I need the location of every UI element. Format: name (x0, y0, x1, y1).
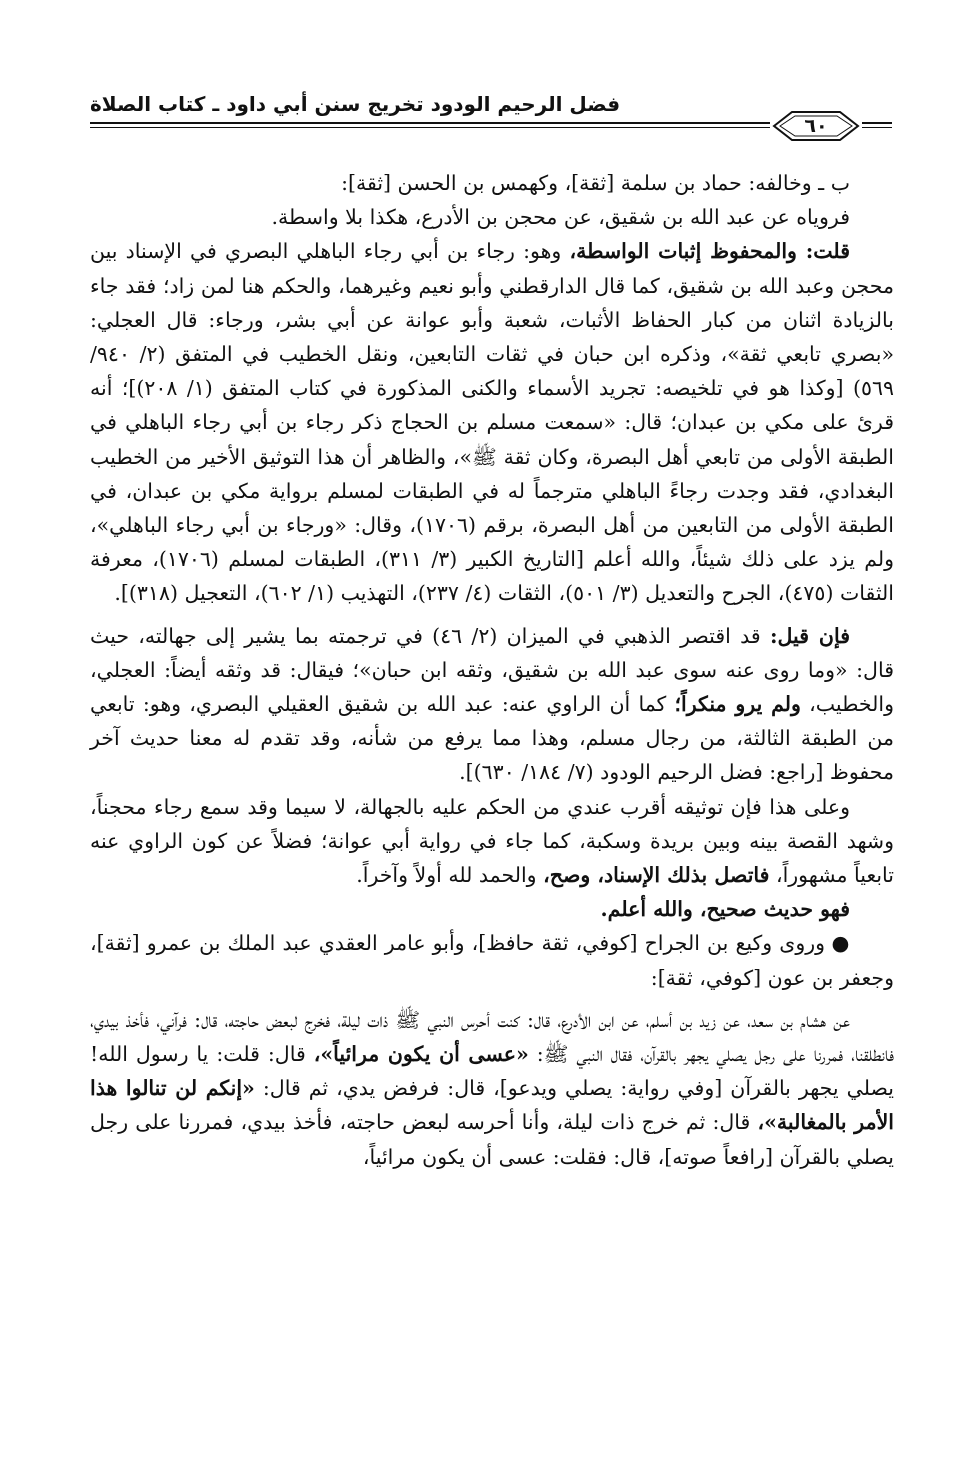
paragraph-5-text-b: والحمد لله أولاً وآخراً. (356, 863, 544, 888)
paragraph-4-text-a: قد اقتصر الذهبي في الميزان (٢/ ٤٦) في ترجمته بما يشير إلى جهالته، حيث قال: «وما روى عنه سوى عبد الله بن شقيق، وثقه ابن حبان»؛ فيقال: قد وثقه أيضاً: العجلي، والخطيب، (90, 623, 895, 717)
paragraph-8-bold-2: «إنكم لن تنالوا هذا الأمر بالمغالبة»، (90, 1076, 894, 1135)
page-number: ٦٠ (804, 115, 828, 137)
paragraph-1: ب ـ وخالفه: حماد بن سلمة [ثقة]، وكهمس بن الحسن [ثقة]: (341, 171, 850, 195)
paragraph-7-text: وروى وكيع بن الجراح [كوفي، ثقة حافظ]، وأبو عامر العقدي عبد الملك بن عمرو [ثقة]، وجعفر بن عون [كوفي، ثقة]: (90, 931, 894, 990)
paragraph-5 (90, 790, 894, 893)
paragraph-8-text-b: قال: قلت: يا رسول الله! يصلي يجهر بالقرآن [وفي رواية: يصلي ويدعو]، قال: فرفض يدي، ثم قال: (90, 1042, 894, 1101)
page-number-badge (770, 106, 862, 146)
header-rule (90, 122, 770, 124)
paragraph-3-lead: قلت: والمحفوظ إثبات الواسطة، (569, 239, 850, 264)
page-body (90, 166, 894, 1174)
bullet-icon: ● (831, 931, 850, 956)
paragraph-8 (90, 1003, 894, 1174)
header-rule-right (862, 122, 892, 124)
conclusion-text: فهو حديث صحيح، والله أعلم. (600, 897, 850, 922)
paragraph-4 (90, 619, 894, 790)
paragraph-8-bold-1: «عسى أن يكون مرائياً»، (313, 1042, 529, 1067)
paragraph-3-text: وهو: رجاء بن أبي رجاء الباهلي البصري في الإسناد بين محجن وعبد الله بن شقيق، كما قال الدارقطني وأبو نعيم وغيرهما، والحكم هنا لمن زاد؛ فقد جاء بالزيادة اثنان من كبار الحفاظ الأثبات، شعبة وأبو عوانة عن أبي بشر، ورجاء: قال العجلي: «بصري تابعي ثقة»، وذكره ابن حبان في ثقات التابعين، ونقل الخطيب في المتفق (٢/ ٩٤٠/ ٥٦٩) [وكذا هو في تلخيصه: تجريد الأسماء والكنى المذكورة في كتاب المتفق (١/ ٢٠٨)]؛ أنه قرئ على مكي بن عبدان؛ قال: «سمعت مسلم بن الحجاج ذكر رجاء بن أبي رجاء الباهلي في الطبقة الأولى من تابعي أهل البصرة، وكان ثقة ﷺ»، والظاهر أن هذا التوثيق الأخير من الخطيب البغدادي، فقد وجدت رجاءً الباهلي مترجماً له في الطبقات لمسلم برواية مكي بن عبدان، في الطبقة الأولى من التابعين من أهل البصرة، برقم (١٧٠٦)، وقال: «ورجاء بن أبي رجاء الباهلي»، ولم يزد على ذلك شيئاً، والله أعلم [التاريخ الكبير (٣/ ٣١١)، الطبقات لمسلم (١٧٠٦)، معرفة الثقات (٤٧٥)، الجرح والتعديل (٣/ ٥٠١)، الثقات (٤/ ٢٣٧)، التهذيب (١/ ٦٠٢)، التعجيل (٣١٨)]. (90, 239, 894, 606)
paragraph-3 (90, 234, 894, 610)
paragraph-5-text-a: وعلى هذا فإن توثيقه أقرب عندي من الحكم عليه بالجهالة، لا سيما وقد سمع رجاء محجناً، وشهد القصة بينه وبين بريدة وسكبة، كما جاء في رواية أبي عوانة؛ فضلاً عن كون الراوي عنه تابعياً مشهوراً، (90, 794, 894, 888)
paragraph-4-text-b: كما أن الراوي عنه: عبد الله بن شقيق العقيلي البصري، وهو: تابعي من الطبقة الثالثة، من رجال مسلم، وهذا مما يرفع من شأنه، وقد تقدم له معنا حديث آخر محفوظ [راجع: فضل الرحيم الودود (٧/ ١٨٤/ ٦٣٠)]. (90, 692, 894, 785)
paragraph-4-lead: فإن قيل: (769, 623, 850, 648)
running-header-title: فضل الرحيم الودود تخريج سنن أبي داود ـ كتاب الصلاة (90, 92, 621, 116)
paragraph-8-text-c: قال: ثم خرج ذات ليلة، وأنا أحرسه لبعض حاجته، فأخذ بيدي، فمررنا على رجل يصلي بالقرآن [رافعاً صوته]، قال: فقلت: عسى أن يكون مرائياً، (90, 1110, 894, 1169)
header-rule-thin (90, 127, 770, 128)
paragraph-4-bold: ولم يرو منكراً؛ (674, 692, 801, 717)
paragraph-6 (90, 892, 894, 926)
paragraph-2: فروياه عن عبد الله بن شقيق، عن محجن بن الأدرع، هكذا بلا واسطة. (271, 205, 850, 230)
paragraph-5-bold: فاتصل بذلك الإسناد، وصح، (543, 863, 770, 888)
paragraph-7 (90, 926, 894, 994)
paragraph-8-text-a: عن هشام بن سعد، عن زيد بن أسلم، عن ابن الأدرع، قال: كنت أحرس النبي ﷺ ذات ليلة، فخرج لبعض حاجته، قال: فرآني، فأخذ بيدي، فانطلقنا، فمررنا على رجل يصلي يجهر بالقرآن، فقال النبي ﷺ: (90, 1007, 895, 1067)
header-rule-right-thin (862, 127, 892, 128)
